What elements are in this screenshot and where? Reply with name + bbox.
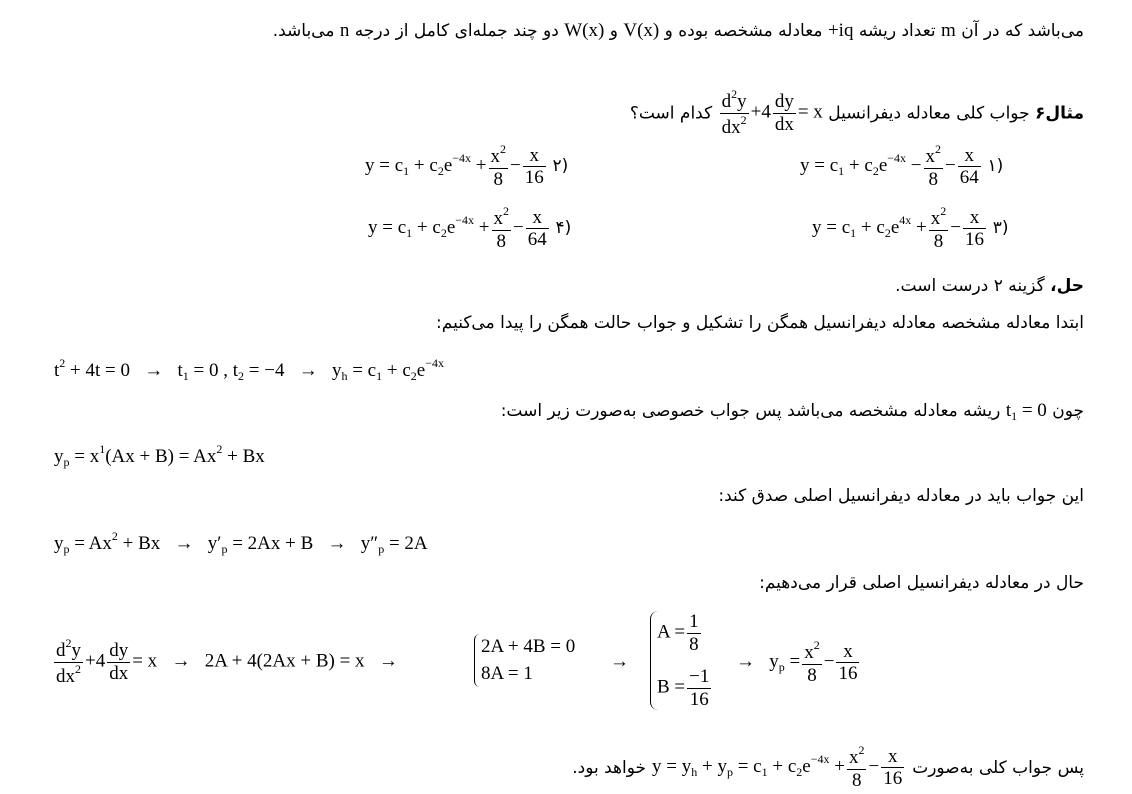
coefficient-values: A = $\frac{1}{8}$ B = $\frac{-1}{16}$ (650, 611, 713, 710)
solution-label: حل، (1050, 276, 1084, 296)
intro-wx: W(x) (564, 20, 605, 41)
example-text1: جواب کلی معادله دیفرانسیل (828, 103, 1030, 124)
intro-p6: می‌باشد. (272, 21, 335, 41)
intro-iq: iq+ (827, 20, 854, 41)
intro-m: m (941, 20, 956, 41)
intro-p1: می‌باشد که در آن (961, 21, 1084, 41)
example-label: مثال۶ (1035, 103, 1084, 124)
option-2-number: ۲) (552, 156, 569, 177)
intro-p5: دو چند جمله‌ای کامل از درجه (354, 21, 559, 41)
solution-step2: چون $t_1 = 0$ ریشه معادله مشخصه می‌باشد پس جواب خصوصی به‌صورت زیر است: (500, 400, 1084, 423)
substituted-equation: 2A + 4(2Ax + B) = x (204, 650, 365, 672)
intro-n: n (339, 20, 350, 41)
solution-step4-text: حال در معادله دیفرانسیل اصلی قرار می‌دهیم: (759, 573, 1084, 593)
example-text2: کدام است؟ (629, 103, 713, 124)
intro-p4: و (609, 21, 618, 41)
option-1: $y = c_1 + c_2e^{-4x}$ − $\frac{x^2}{8}$ − $\frac{x}{64}$ ۱) (800, 142, 1004, 190)
final-equation: $y = y_h + y_p = c_1 + c_2e^{-4x}$ + $\frac{x^2}{8}$ − $\frac{x}{16}$ (652, 743, 903, 791)
solution-answer: گزینه ۲ درست است. (895, 276, 1045, 296)
substitution-line: $\frac{d^2y}{dx^2}$ +4 $\frac{dy}{dx}$ = x → 2A + 4(2Ax + B) = x → (56, 636, 398, 687)
particular-solution-form: $y_p = x^1(Ax + B) = Ax^2 + Bx$ (54, 442, 265, 469)
option-3: $y = c_1 + c_2e^{4x}$ + $\frac{x^2}{8}$ − $\frac{x}{16}$ ۳) (812, 204, 1009, 252)
derivatives-line: $y_p = Ax^2 + Bx$ → $y'_p = 2Ax + B$ → $y''_p = 2A$ (54, 529, 428, 556)
option-4-number: ۴) (555, 218, 572, 239)
option-4: $y = c_1 + c_2e^{-4x}$ + $\frac{x^2}{8}$ − $\frac{x}{64}$ ۴) (368, 204, 572, 252)
characteristic-equation: $t^2 + 4t = 0$ → $t_1 = 0$ , $t_2 = -4$ → $y_h = c_1 + c_2e^{-4x}$ (54, 356, 444, 383)
example-line (630, 88, 1084, 139)
intro-p3: معادله مشخصه بوده و (664, 21, 823, 41)
intro-line (273, 21, 1084, 41)
option-2: $y = c_1 + c_2e^{-4x}$ + $\frac{x^2}{8}$ − $\frac{x}{16}$ ۲) (365, 142, 569, 190)
particular-solution-result: → $y_p$ = $\frac{x^2}{8}$ − $\frac{x}{16}$ (736, 638, 858, 686)
final-line: پس جواب کلی به‌صورت $y = y_h + y_p = c_1 + c_2e^{-4x}$ + $\frac{x^2}{8}$ − $\frac{x}{16}$ خواهد بود. (572, 743, 1084, 791)
option-3-number: ۳) (992, 218, 1009, 239)
example-equation: $\frac{d^2y}{dx^2}$ +4 $\frac{dy}{dx}$ = x (721, 87, 823, 138)
linear-system: 2A + 4B = 0 8A = 1 (474, 634, 575, 687)
solution-header (895, 276, 1084, 296)
solution-step3-text: این جواب باید در معادله دیفرانسیل اصلی صدق کند: (718, 486, 1084, 506)
solution-step1-text: ابتدا معادله مشخصه معادله دیفرانسیل همگن را تشکیل و جواب حالت همگن را پیدا می‌کنیم: (436, 313, 1084, 333)
intro-vx: V(x) (623, 20, 660, 41)
intro-p2: تعداد ریشه (858, 21, 936, 41)
system-arrow: → (610, 651, 629, 672)
option-1-number: ۱) (987, 156, 1004, 177)
